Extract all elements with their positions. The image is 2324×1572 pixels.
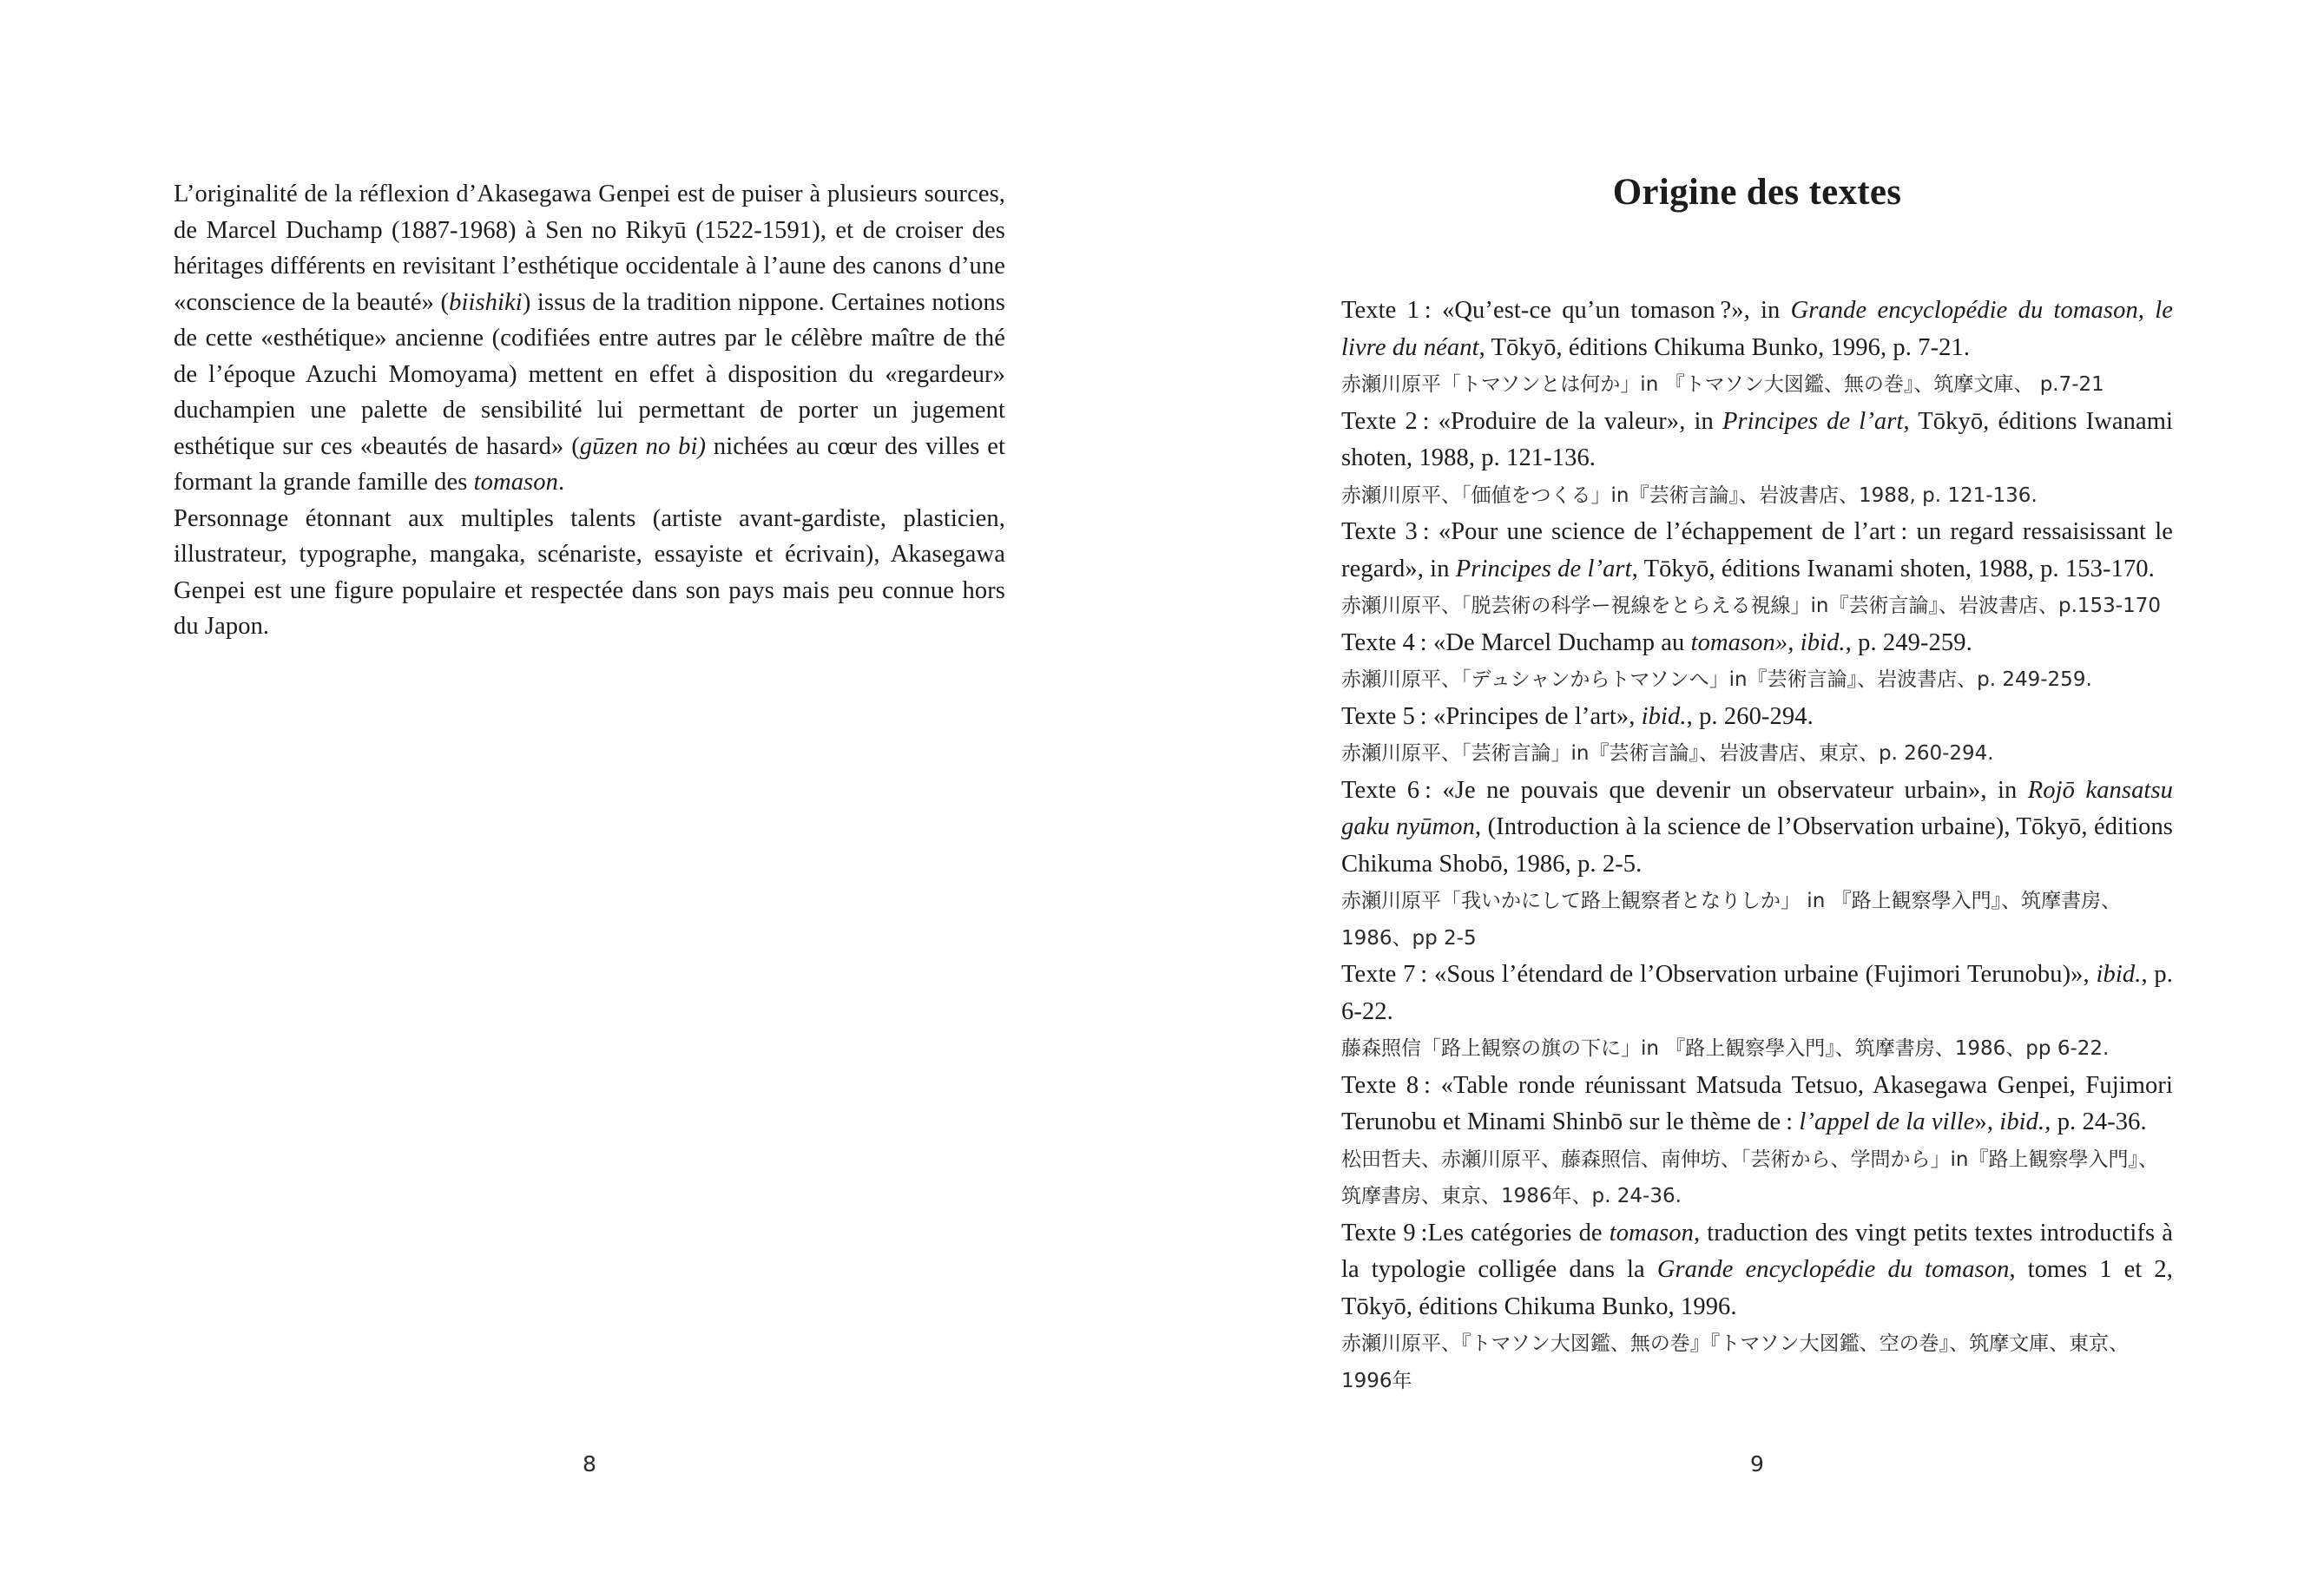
entry-french: Texte 9 :Les catégories de tomason, traduction des vingt petits textes introductifs à la typologie colligée dans la Grande encyclopédie du tomason, tomes 1 et 2, Tōkyō, éditions Chikuma Bunko, 1996. (1341, 1219, 2173, 1320)
entry-japanese: 松田哲夫、赤瀬川原平、藤森照信、南伸坊、「芸術から、学問から」in『路上観察學入門』、筑摩書房、東京、1986年、p. 24-36. (1341, 1148, 2158, 1207)
page-number-right: 9 (1750, 1451, 1764, 1477)
entry-french: Texte 1 : «Qu’est-ce qu’un tomason ?», in Grande encyclopédie du tomason, le livre du néant, Tōkyō, éditions Chikuma Bunko, 1996, p. 7-21. (1341, 297, 2173, 361)
bibliography-block (1341, 174, 2173, 1399)
entry-french: Texte 4 : «De Marcel Duchamp au tomason», ibid., p. 249-259. (1341, 628, 1972, 656)
bibliography-entry-8 (1341, 1068, 2173, 1215)
entry-french: Texte 7 : «Sous l’étendard de l’Observation urbaine (Fujimori Terunobu)», ibid., p. 6-22. (1341, 961, 2173, 1025)
bibliography-entry-5 (1341, 699, 2173, 773)
intro-paragraph-1: L’originalité de la réflexion d’Akasegawa Genpei est de puiser à plusieurs sources, de Marcel Duchamp (1887-1968) à Sen no Rikyū (1522-1591), et de croiser des héritages différents en revisitant l’esthétique occidentale à l’aune des canons d’une «conscience de la beauté» (biishiki) issus de la tradition nippone. Certaines notions de cette «esthétique» ancienne (codifiées entre autres par le célèbre maître de thé de l’époque Azuchi Momoyama) mettent en effet à disposition du «regardeur» duchampien une palette de sensibilité lui permettant de porter un jugement esthétique sur ces «beautés de hasard» (gūzen no bi) nichées au cœur des villes et formant la grande famille des tomason. (174, 181, 1005, 496)
bibliography-list (1341, 293, 2173, 1399)
page-title: Origine des textes (1612, 172, 1902, 213)
entry-japanese: 赤瀬川原平、『トマソン大図鑑、無の巻』『トマソン大図鑑、空の巻』、筑摩文庫、東京、1996年 (1341, 1332, 2130, 1392)
entry-french: Texte 6 : «Je ne pouvais que devenir un observateur urbain», in Rojō kansatsu gaku nyūmon, (Introduction à la science de l’Observation urbaine), Tōkyō, éditions Chikuma Shobō, 1986, p. 2-5. (1341, 776, 2173, 878)
bibliography-entry-1 (1341, 293, 2173, 404)
bibliography-entry-7 (1341, 957, 2173, 1068)
entry-japanese: 赤瀬川原平、「芸術言論」in『芸術言論』、岩波書店、東京、p. 260-294. (1341, 742, 1994, 765)
entry-french: Texte 8 : «Table ronde réunissant Matsuda Tetsuo, Akasegawa Genpei, Fujimori Terunobu et Minami Shinbō sur le thème de : l’appel de la ville», ibid., p. 24-36. (1341, 1071, 2173, 1135)
bibliography-entry-2 (1341, 404, 2173, 515)
entry-japanese: 赤瀬川原平、「脱芸術の科学ー視線をとらえる視線」in『芸術言論』、岩波書店、p.153-170 (1341, 595, 2161, 617)
bibliography-entry-3 (1341, 514, 2173, 625)
entry-japanese: 赤瀬川原平「我いかにして路上観察者となりしか」 in 『路上観察學入門』、筑摩書房、1986、pp 2-5 (1341, 890, 2122, 950)
entry-french: Texte 5 : «Principes de l’art», ibid., p. 260-294. (1341, 702, 1814, 730)
entry-french: Texte 3 : «Pour une science de l’échappement de l’art : un regard ressaisissant le regard», in Principes de l’art, Tōkyō, éditions Iwanami shoten, 1988, p. 153-170. (1341, 518, 2173, 582)
intro-paragraph-2: Personnage étonnant aux multiples talents (artiste avant-gardiste, plasticien, illustrateur, typographe, mangaka, scénariste, essayiste et écrivain), Akasegawa Genpei est une figure populaire et respectée dans son pays mais peu connue hors du Japon. (174, 504, 1005, 640)
bibliography-entry-6 (1341, 773, 2173, 957)
entry-japanese: 赤瀬川原平、「価値をつくる」in『芸術言論』、岩波書店、1988, p. 121-136. (1341, 483, 2038, 507)
entry-japanese: 赤瀬川原平、「デュシャンからトマソンへ」in『芸術言論』、岩波書店、p. 249-259. (1341, 668, 2092, 691)
bibliography-entry-9 (1341, 1215, 2173, 1400)
intro-text-block (174, 176, 1005, 645)
entry-japanese: 藤森照信「路上観察の旗の下に」in 『路上観察學入門』、筑摩書房、1986、pp 6-22. (1341, 1037, 2110, 1060)
entry-french: Texte 2 : «Produire de la valeur», in Principes de l’art, Tōkyō, éditions Iwanami shoten, 1988, p. 121-136. (1341, 407, 2173, 471)
entry-japanese: 赤瀬川原平「トマソンとは何か」in 『トマソン大図鑑、無の巻』、筑摩文庫、 p.7-21 (1341, 373, 2104, 396)
bibliography-entry-4 (1341, 625, 2173, 699)
page-number-left: 8 (583, 1451, 596, 1477)
